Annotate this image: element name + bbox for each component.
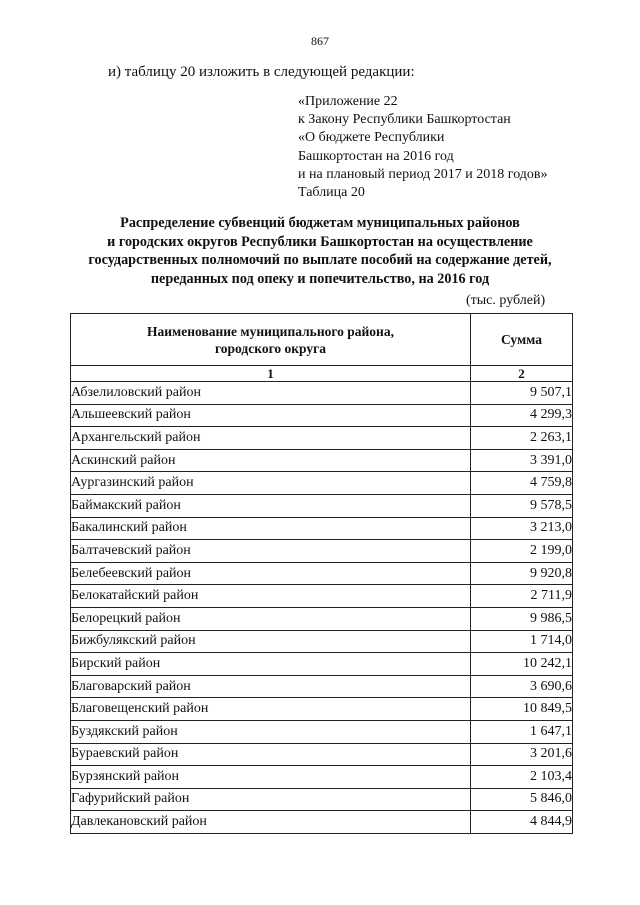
title-line: государственных полномочий по выплате пособий на содержание детей, xyxy=(88,252,552,268)
district-name: Аскинский район xyxy=(71,449,471,472)
table-row xyxy=(71,698,573,721)
column-number-2: 2 xyxy=(471,366,573,382)
document-title xyxy=(62,214,578,288)
table-row xyxy=(71,653,573,676)
table-row xyxy=(71,517,573,540)
district-name: Бурзянский район xyxy=(71,766,471,789)
district-amount: 1 647,1 xyxy=(471,720,573,743)
district-amount: 10 242,1 xyxy=(471,653,573,676)
district-name: Альшеевский район xyxy=(71,404,471,427)
district-amount: 4 299,3 xyxy=(471,404,573,427)
district-name: Гафурийский район xyxy=(71,788,471,811)
title-line: Распределение субвенций бюджетам муниципальных районов xyxy=(120,215,520,231)
district-amount: 2 199,0 xyxy=(471,540,573,563)
appendix-block xyxy=(298,93,548,202)
district-amount: 4 844,9 xyxy=(471,811,573,834)
table-row xyxy=(71,382,573,405)
table-row xyxy=(71,811,573,834)
subvention-table xyxy=(70,313,573,834)
table-header-row xyxy=(71,314,573,366)
district-name: Благоварский район xyxy=(71,675,471,698)
appendix-line: к Закону Республики Башкортостан xyxy=(298,112,511,128)
column-number-row xyxy=(71,366,573,382)
district-name: Аургазинский район xyxy=(71,472,471,495)
table-label: Таблица 20 xyxy=(298,185,365,201)
district-amount: 2 711,9 xyxy=(471,585,573,608)
table-row xyxy=(71,562,573,585)
header-name-line2: городского округа xyxy=(215,340,326,356)
table-row xyxy=(71,449,573,472)
district-name: Абзелиловский район xyxy=(71,382,471,405)
district-amount: 2 263,1 xyxy=(471,427,573,450)
table-row xyxy=(71,494,573,517)
district-name: Белебеевский район xyxy=(71,562,471,585)
district-name: Архангельский район xyxy=(71,427,471,450)
district-amount: 5 846,0 xyxy=(471,788,573,811)
district-name: Бирский район xyxy=(71,653,471,676)
table-row xyxy=(71,630,573,653)
column-number-1: 1 xyxy=(71,366,471,382)
district-name: Баймакский район xyxy=(71,494,471,517)
district-name: Буздякский район xyxy=(71,720,471,743)
header-name xyxy=(71,314,471,366)
title-line: и городских округов Республики Башкортостан на осуществление xyxy=(107,233,533,250)
district-name: Давлекановский район xyxy=(71,811,471,834)
table-row xyxy=(71,540,573,563)
district-amount: 3 391,0 xyxy=(471,449,573,472)
appendix-line: и на плановый период 2017 и 2018 годов» xyxy=(298,166,548,182)
units-label: (тыс. рублей) xyxy=(466,293,546,308)
title-line: переданных под опеку и попечительство, на 2016 год xyxy=(150,270,490,287)
header-name-line1: Наименование муниципального района, xyxy=(147,323,394,339)
district-name: Бижбулякский район xyxy=(71,630,471,653)
appendix-line: «О бюджете Республики xyxy=(298,130,445,146)
district-amount: 9 986,5 xyxy=(471,607,573,630)
table-row xyxy=(71,472,573,495)
table-row xyxy=(71,743,573,766)
table-row xyxy=(71,427,573,450)
district-name: Балтачевский район xyxy=(71,540,471,563)
district-amount: 9 507,1 xyxy=(471,382,573,405)
table-row xyxy=(71,404,573,427)
table-body xyxy=(71,382,573,834)
table-row xyxy=(71,607,573,630)
district-amount: 1 714,0 xyxy=(471,630,573,653)
page-number: 867 xyxy=(311,34,329,48)
district-amount: 9 920,8 xyxy=(471,562,573,585)
table-row xyxy=(71,720,573,743)
district-amount: 3 690,6 xyxy=(471,675,573,698)
district-name: Благовещенский район xyxy=(71,698,471,721)
intro-text: и) таблицу 20 изложить в следующей редакции: xyxy=(108,64,415,80)
district-name: Белокатайский район xyxy=(71,585,471,608)
district-amount: 2 103,4 xyxy=(471,766,573,789)
appendix-line: Башкортостан на 2016 год xyxy=(298,148,454,164)
header-sum: Сумма xyxy=(471,314,573,366)
table-row xyxy=(71,585,573,608)
table-row xyxy=(71,766,573,789)
district-name: Бакалинский район xyxy=(71,517,471,540)
district-amount: 3 201,6 xyxy=(471,743,573,766)
table-row xyxy=(71,675,573,698)
district-name: Бураевский район xyxy=(71,743,471,766)
district-amount: 10 849,5 xyxy=(471,698,573,721)
table-row xyxy=(71,788,573,811)
district-amount: 3 213,0 xyxy=(471,517,573,540)
district-amount: 9 578,5 xyxy=(471,494,573,517)
district-amount: 4 759,8 xyxy=(471,472,573,495)
appendix-line: «Приложение 22 xyxy=(298,94,398,109)
district-name: Белорецкий район xyxy=(71,607,471,630)
